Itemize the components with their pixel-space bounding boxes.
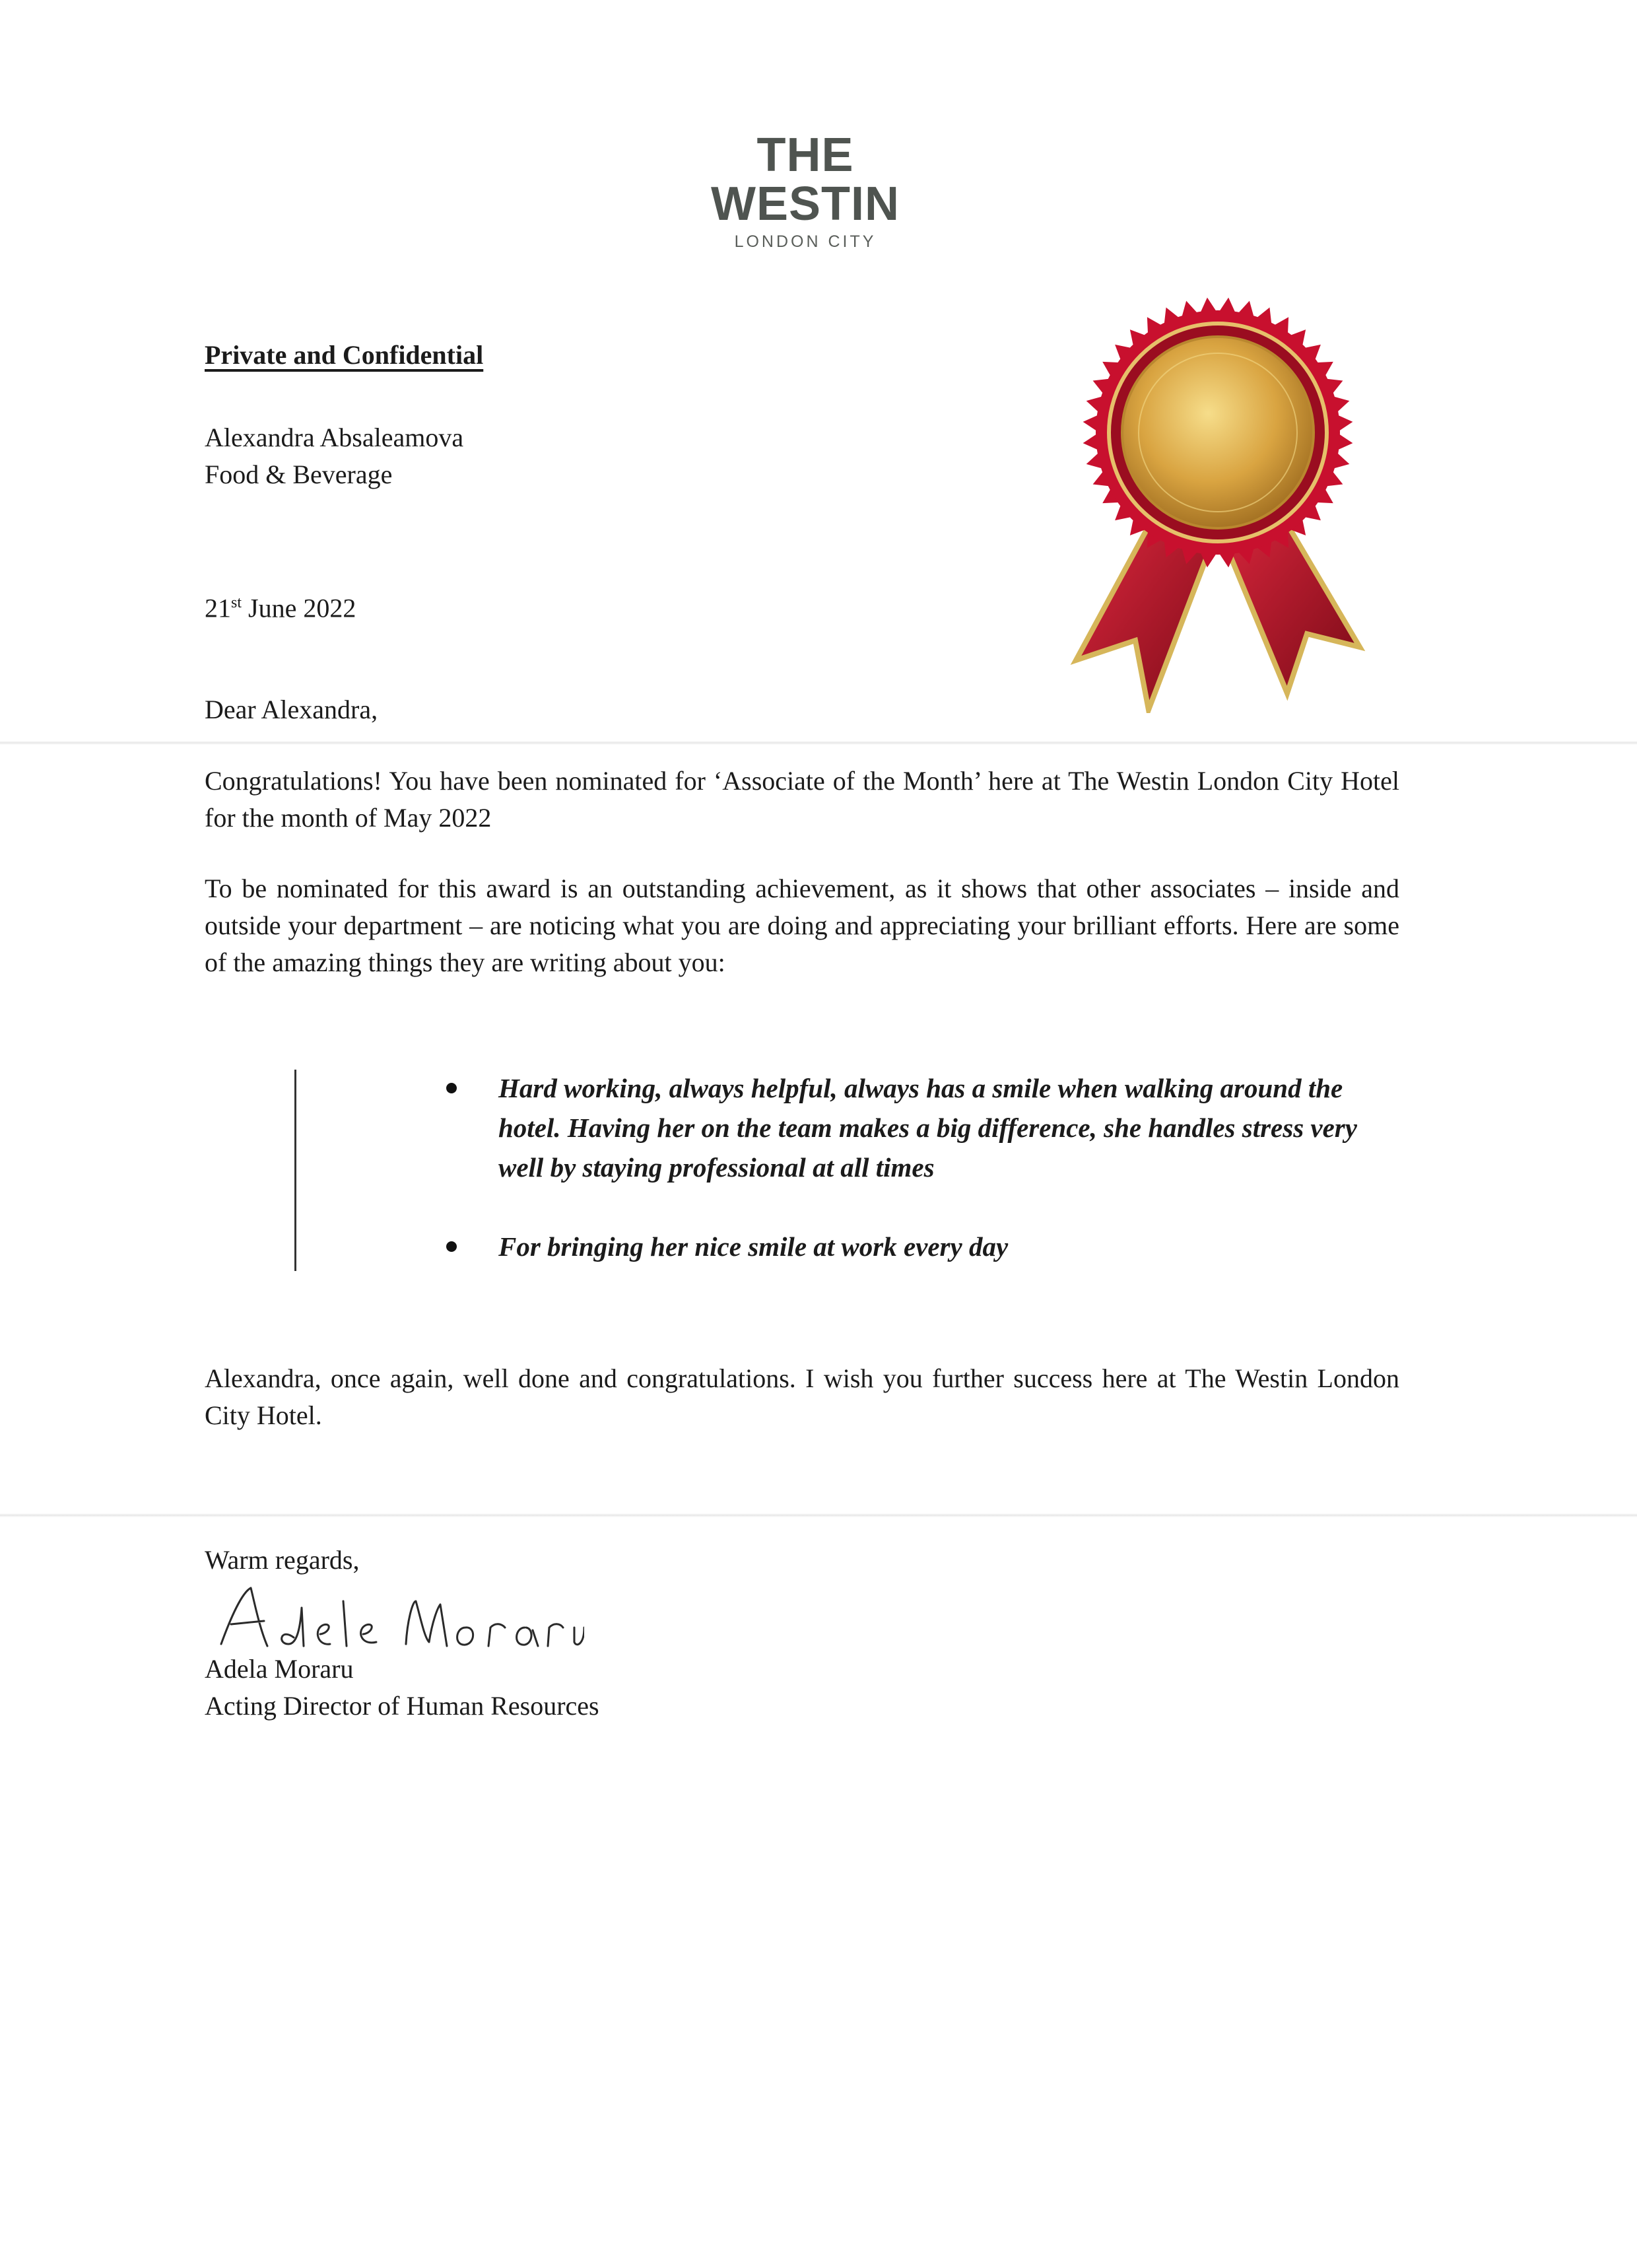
letter-date (205, 584, 356, 627)
paragraph-closing: Alexandra, once again, well done and congratulations. I wish you further success here at The Westin London City Hotel. (205, 1363, 1399, 1430)
date-suffix: st (231, 594, 242, 611)
paper-fold-line (0, 741, 1637, 745)
quote-block-bar (294, 1070, 296, 1271)
date-month-year: June 2022 (248, 593, 356, 623)
logo-the: THE (756, 129, 854, 182)
paper-fold-line (0, 1513, 1637, 1517)
handwritten-signature (215, 1581, 584, 1661)
paragraph-nomination: Congratulations! You have been nominated for ‘Associate of the Month’ here at The Westin London City Hotel for the month of May 2022 (205, 766, 1399, 833)
bullet-icon (446, 1241, 457, 1252)
logo-westin: WESTIN (711, 178, 900, 230)
logo-wordmark (673, 129, 937, 230)
salutation: Dear Alexandra, (205, 695, 378, 724)
signer-title: Acting Director of Human Resources (205, 1691, 599, 1721)
quote-text: Hard working, always helpful, always has a smile when walking around the hotel. Having her on the team makes a big difference, she handles stress very well by staying professional at all times (498, 1073, 1357, 1183)
nomination-quotes (449, 1068, 1373, 1266)
quote-item (449, 1227, 1373, 1266)
confidential-heading: Private and Confidential (205, 340, 484, 370)
signer-name: Adela Moraru (205, 1654, 354, 1684)
date-day: 21 (205, 593, 231, 623)
recipient-department: Food & Beverage (205, 460, 393, 489)
bullet-icon (446, 1083, 457, 1093)
paragraph-achievement: To be nominated for this award is an outstanding achievement, as it shows that other associates – inside and outside your department – are noticing what you are doing and appreciating your brilliant efforts. Here are some of the amazing things they are writing about you: (205, 874, 1399, 977)
logo-location: LONDON CITY (734, 232, 877, 251)
westin-logo (673, 129, 937, 252)
quote-text: For bringing her nice smile at work every day (498, 1231, 1009, 1262)
sign-off: Warm regards, (205, 1545, 360, 1575)
award-rosette-icon (1063, 264, 1373, 713)
quote-item (449, 1068, 1373, 1187)
recipient-name: Alexandra Absaleamova (205, 423, 464, 452)
